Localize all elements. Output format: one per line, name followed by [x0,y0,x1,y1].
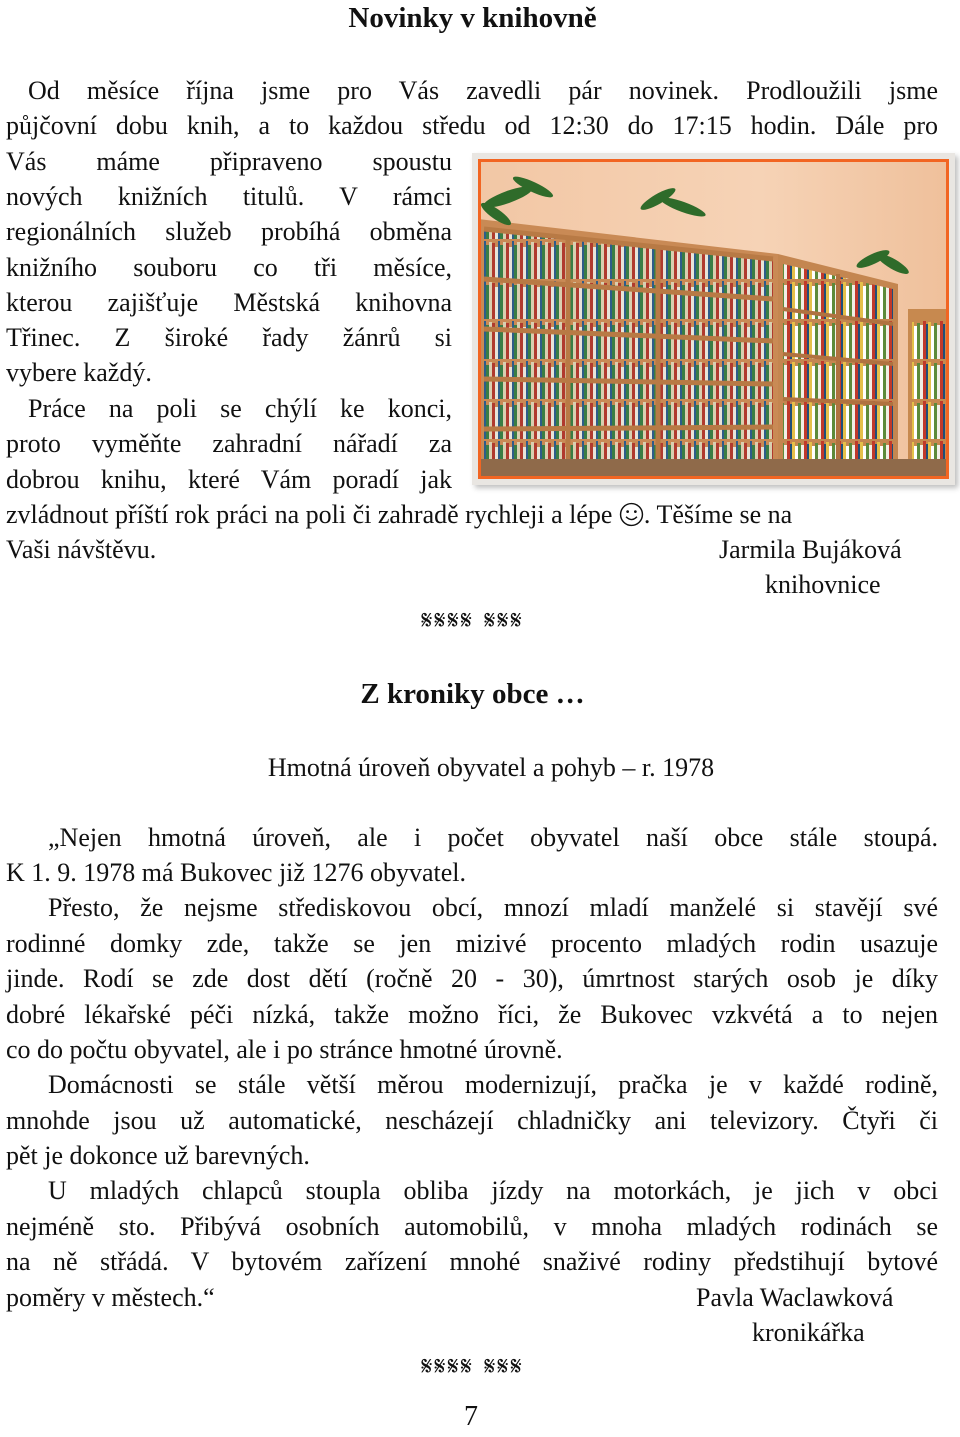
library-photo [472,153,955,485]
paragraph-line: proto vyměňte zahradní nářadí za [6,429,452,458]
page-number: 7 [464,1401,478,1432]
ornament-divider: 𝄋𝄋𝄋𝄋 𝄋𝄋𝄋 [421,606,524,636]
paragraph-line: nových knižních titulů. V rámci [6,182,452,211]
paragraph-line: na ně střádá. V bytovém zařízení mnohé snaživé rodiny předstihují bytové [6,1247,938,1276]
paragraph-line: dobré lékařské péči nízká, takže možno říci, že Bukovec vzkvétá a to nejen [6,1000,938,1029]
paragraph-line: „Nejen hmotná úroveň, ale i počet obyvatel naší obce stále stoupá. [48,823,938,852]
chronicle-subtitle: Hmotná úroveň obyvatel a pohyb – r. 1978 [267,753,715,782]
paragraph-line: Od měsíce října jsme pro Vás zavedli pár novinek. Prodloužili jsme [28,76,938,105]
paragraph-line: Vaši návštěvu. [6,535,157,564]
section-title-library-news: Novinky v knihovně [348,2,597,34]
paragraph-line: kterou zajišťuje Městská knihovna [6,288,452,317]
paragraph-line: pět je dokonce už barevných. [6,1141,310,1170]
author-role: knihovnice [765,570,881,599]
bookshelf-image [478,159,949,479]
paragraph-line: nejméně sto. Přibývá osobních automobilů, v mnoha mladých rodinách se [6,1212,938,1241]
paragraph-line: Práce na poli se chýlí ke konci, [28,394,452,423]
text-before-smiley: zvládnout příští rok práci na poli či zahradě rychleji a lépe [6,500,613,529]
author-name: Pavla Waclawková [696,1283,894,1312]
paragraph-line: poměry v městech.“ [6,1283,215,1312]
paragraph-line: Přesto, že nejsme střediskovou obcí, mnozí mladí manželé si stavějí své [48,893,938,922]
paragraph-line: Třinec. Z široké řady žánrů si [6,323,452,352]
paragraph-line: půjčovní dobu knih, a to každou středu od 12:30 do 17:15 hodin. Dále pro [6,111,938,140]
text-after-smiley: . Těšíme se na [643,500,793,529]
smiley-icon [619,502,644,527]
paragraph-line: rodinné domky zde, takže se jen mizivé procento mladých rodin usazuje [6,929,938,958]
paragraph-line: Vás máme připraveno spoustu [6,147,452,176]
section-title-chronicle: Z kroniky obce … [360,678,585,710]
paragraph-line: jinde. Rodí se zde dost dětí (ročně 20 - 30), úmrtnost starých osob je díky [6,964,938,993]
paragraph-line-smiley [6,498,938,532]
author-role: kronikářka [752,1318,865,1347]
paragraph-line: mnohde jsou už automatické, nescházejí chladničky ani televizory. Čtyři či [6,1106,938,1135]
author-name: Jarmila Bujáková [719,535,902,564]
paragraph-line: Domácnosti se stále větší měrou modernizují, pračka je v každé rodině, [48,1070,938,1099]
paragraph-line: knižního souboru co tři měsíce, [6,253,452,282]
ornament-divider: 𝄋𝄋𝄋𝄋 𝄋𝄋𝄋 [421,1352,524,1382]
paragraph-line: dobrou knihu, které Vám poradí jak [6,465,452,494]
paragraph-line: K 1. 9. 1978 má Bukovec již 1276 obyvatel. [6,858,466,887]
paragraph-line: vybere každý. [6,358,152,387]
paragraph-line: U mladých chlapců stoupla obliba jízdy na motorkách, je jich v obci [48,1176,938,1205]
paragraph-line: co do počtu obyvatel, ale i po stránce hmotné úrovně. [6,1035,563,1064]
paragraph-line: regionálních služeb probíhá obměna [6,217,452,246]
